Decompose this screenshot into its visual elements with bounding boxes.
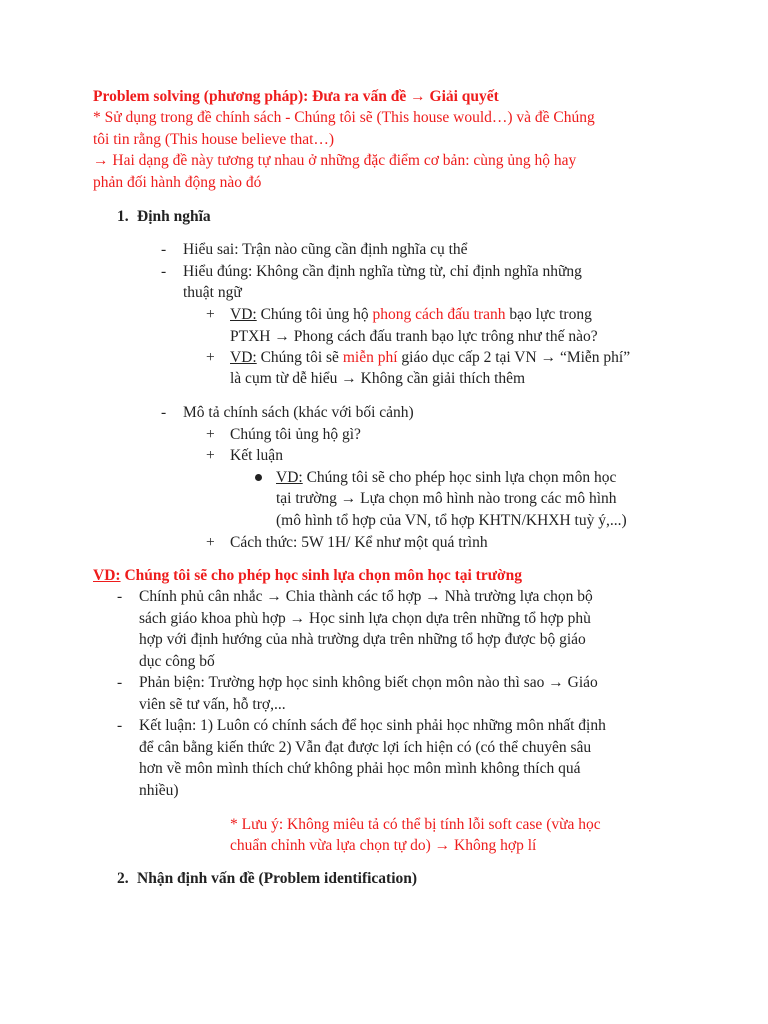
paragraph-line: nhiều) [139, 782, 179, 799]
plus-marker: + [206, 306, 215, 323]
paragraph-line: hợp với định hướng của nhà trường dựa trên những tổ hợp được bộ giáo [139, 631, 586, 648]
dash-marker: - [117, 588, 123, 605]
dot-item-line: tại trường → Lựa chọn mô hình nào trong các mô hình [276, 490, 617, 507]
example-heading-text: Chúng tôi sẽ cho phép học sinh lựa chọn môn học tại trường [120, 567, 522, 584]
note-line: chuẩn chỉnh vừa lựa chọn tự do) → Không hợp lí [230, 837, 537, 854]
list-item: Hiểu đúng: Không cần định nghĩa từng từ, chỉ định nghĩa những [183, 263, 582, 280]
example-line [230, 347, 630, 369]
example-text: bạo lực trong [505, 306, 592, 323]
section-title: Định nghĩa [137, 208, 211, 225]
plus-marker: + [206, 534, 215, 551]
header-title: Problem solving (phương pháp): Đưa ra vấn đề → Giải quyết [93, 88, 499, 105]
bullet-dot [255, 474, 262, 481]
list-item: Mô tả chính sách (khác với bối cảnh) [183, 404, 414, 421]
paragraph-line: Phản biện: Trường hợp học sinh không biết chọn môn nào thì sao → Giáo [139, 674, 598, 691]
paragraph-line: hơn về môn mình thích chứ không phải học môn mình không thích quá [139, 760, 581, 777]
paragraph-line: viên sẽ tư vấn, hỗ trợ,... [139, 696, 286, 713]
section-number: 2. [117, 870, 129, 887]
section-title: Nhận định vấn đề (Problem identification) [137, 870, 418, 887]
dash-marker: - [117, 717, 123, 734]
dot-item-text: Chúng tôi sẽ cho phép học sinh lựa chọn môn học [302, 469, 617, 486]
dash-marker: - [161, 241, 167, 258]
list-item: Hiểu sai: Trận nào cũng cần định nghĩa cụ thể [183, 241, 468, 258]
example-line: là cụm từ dễ hiểu → Không cần giải thích thêm [230, 370, 526, 387]
dash-marker: - [161, 263, 167, 280]
example-text: Chúng tôi sẽ [256, 349, 343, 366]
paragraph-line: dục công bố [139, 653, 215, 670]
vd-label: VD: [230, 306, 257, 323]
paragraph-line: để cân bằng kiến thức 2) Vẫn đạt được lợi ích hiện có (có thể chuyên sâu [139, 739, 592, 756]
header-note-line: phản đối hành động nào đó [93, 174, 262, 191]
vd-label: VD: [276, 469, 303, 486]
example-text: Chúng tôi ủng hộ [256, 306, 373, 323]
header-note-line: * Sử dụng trong đề chính sách - Chúng tôi sẽ (This house would…) và đề Chúng [93, 109, 595, 126]
dash-marker: - [117, 674, 123, 691]
dot-item-line: (mô hình tổ hợp của VN, tổ hợp KHTN/KHXH tuỳ ý,...) [276, 512, 627, 529]
example-heading [93, 565, 522, 587]
section-number: 1. [117, 208, 129, 225]
plus-marker: + [206, 426, 215, 443]
paragraph-line: sách giáo khoa phù hợp → Học sinh lựa chọn dựa trên những tổ hợp phù [139, 610, 591, 627]
highlight-term: phong cách đấu tranh [372, 306, 506, 323]
sub-item: Cách thức: 5W 1H/ Kể như một quá trình [230, 534, 488, 551]
vd-label: VD: [230, 349, 257, 366]
sub-item: Chúng tôi ủng hộ gì? [230, 426, 361, 443]
header-note-line: → Hai dạng đề này tương tự nhau ở những đặc điểm cơ bản: cùng ủng hộ hay [93, 152, 577, 169]
sub-item: Kết luận [230, 447, 283, 464]
note-line: * Lưu ý: Không miêu tả có thể bị tính lỗi soft case (vừa học [230, 816, 601, 833]
dash-marker: - [161, 404, 167, 421]
example-line: PTXH → Phong cách đấu tranh bạo lực trông như thế nào? [230, 328, 598, 345]
example-text: giáo dục cấp 2 tại VN → “Miễn phí” [397, 349, 631, 366]
dot-item-line [276, 467, 616, 489]
header-note-line: tôi tin rằng (This house believe that…) [93, 131, 335, 148]
vd-label: VD: [93, 567, 121, 584]
paragraph-line: Kết luận: 1) Luôn có chính sách để học sinh phải học những môn nhất định [139, 717, 606, 734]
example-line [230, 304, 592, 326]
plus-marker: + [206, 349, 215, 366]
list-item-continuation: thuật ngữ [183, 284, 242, 301]
paragraph-line: Chính phủ cân nhắc → Chia thành các tổ hợp → Nhà trường lựa chọn bộ [139, 588, 593, 605]
highlight-term: miễn phí [342, 349, 398, 366]
plus-marker: + [206, 447, 215, 464]
